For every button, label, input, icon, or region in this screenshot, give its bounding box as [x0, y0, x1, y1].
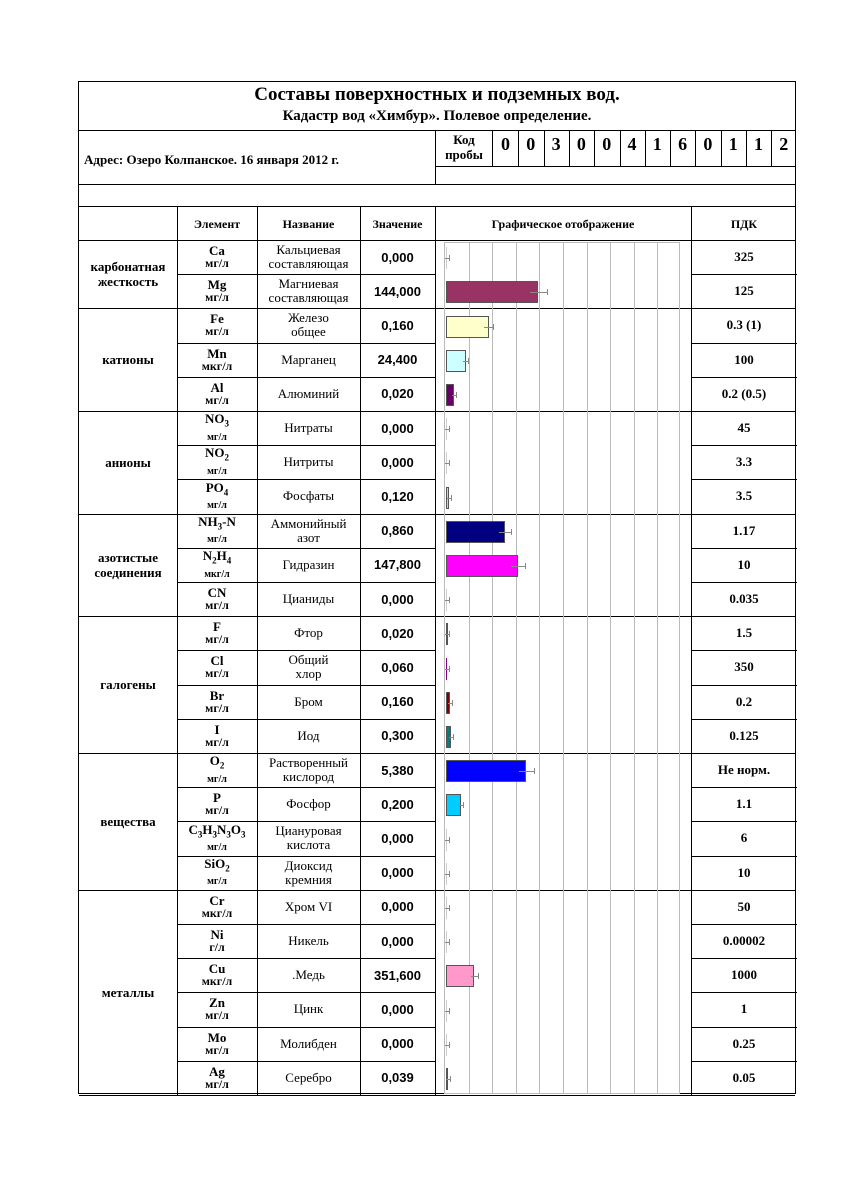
group-label: металлы: [101, 984, 155, 1000]
element-unit: мг/л: [207, 876, 227, 888]
chart-gridline: [516, 243, 517, 1093]
code-digit: 3: [551, 134, 561, 154]
pdk-value: 6: [740, 830, 748, 846]
element-name: Общий хлор: [288, 652, 329, 682]
element-cell: [177, 890, 257, 924]
chart-gridline: [634, 243, 635, 1093]
chart-error-bar: [511, 566, 525, 567]
chart-error-cap: [449, 939, 450, 945]
element-symbol: Cl: [210, 653, 224, 669]
chart-error-cap: [449, 460, 450, 466]
code-digit: 0: [576, 134, 586, 154]
element-cell: [177, 1061, 257, 1095]
chart-error-cap: [449, 871, 450, 877]
chart-bar-fe: [446, 316, 489, 338]
divider: [544, 130, 545, 166]
element-name: Цинк: [293, 1001, 324, 1017]
element-symbol: Cr: [209, 892, 225, 908]
measured-value: 0,000: [381, 830, 414, 846]
chart-error-cap: [451, 495, 452, 501]
element-symbol: Zn: [209, 995, 225, 1011]
element-symbol: $N_2H_4$: [202, 548, 232, 566]
code-digit: 1: [652, 134, 662, 154]
element-cell: [177, 650, 257, 684]
group-label: азотистые соединения: [94, 549, 162, 580]
col-value-header: Значение: [372, 216, 423, 231]
measured-value: 351,600: [374, 967, 421, 983]
group-label: вещества: [100, 813, 156, 829]
divider: [79, 1095, 795, 1096]
chart-error-cap: [449, 631, 450, 637]
element-cell: [177, 1027, 257, 1061]
pdk-value: 0.2 (0.5): [721, 385, 767, 401]
element-name: Хром VI: [284, 898, 333, 914]
pdk-value: 1.1: [735, 796, 753, 812]
element-cell: [177, 719, 257, 753]
chart-gridline: [657, 243, 658, 1093]
element-name: Фосфор: [286, 796, 331, 812]
pdk-value: 3.3: [735, 454, 753, 470]
pdk-value: 50: [737, 898, 751, 914]
element-symbol: P: [213, 790, 221, 806]
chart-error-bar: [530, 292, 547, 293]
measured-value: 0,200: [381, 796, 414, 812]
pdk-value: 10: [737, 864, 751, 880]
report-subtitle: Кадастр вод «Химбур». Полевое определение.: [282, 108, 592, 124]
element-unit: мг/л: [205, 734, 229, 749]
divider: [79, 184, 795, 185]
element-unit: мг/л: [205, 1076, 229, 1091]
chart-gridline: [587, 243, 588, 1093]
chart-error-cap: [511, 529, 512, 535]
measured-value: 0,000: [381, 420, 414, 436]
pdk-value: 1.17: [732, 522, 756, 538]
measured-value: 0,000: [381, 865, 414, 881]
group-label: катионы: [102, 352, 154, 368]
measured-value: 0,300: [381, 728, 414, 744]
element-unit: мг/л: [207, 466, 227, 478]
divider: [670, 130, 671, 166]
group-label: галогены: [100, 677, 156, 693]
divider: [645, 130, 646, 166]
pdk-value: 325: [734, 249, 754, 265]
chart-error-cap: [449, 255, 450, 261]
pdk-value: 350: [734, 659, 754, 675]
element-cell: [177, 616, 257, 650]
divider: [620, 130, 621, 166]
chart-gridline: [563, 243, 564, 1093]
element-name: Никель: [288, 933, 329, 949]
element-symbol: Mg: [207, 277, 227, 293]
element-unit: мг/л: [207, 431, 227, 443]
code-digit: 6: [678, 134, 688, 154]
element-cell: [177, 787, 257, 821]
element-name: Гидразин: [282, 556, 335, 572]
pdk-value: Не норм.: [717, 762, 771, 778]
chart-error-cap: [478, 973, 479, 979]
measured-value: 0,860: [381, 523, 414, 539]
chart-error-cap: [452, 700, 453, 706]
code-digit: 0: [526, 134, 536, 154]
pdk-value: 10: [737, 556, 751, 572]
measured-value: 0,020: [381, 386, 414, 402]
chart-error-cap: [463, 802, 464, 808]
chart-gridline: [539, 243, 540, 1093]
element-unit: мг/л: [205, 598, 229, 613]
col-element-header: Элемент: [193, 216, 241, 231]
divider: [79, 130, 795, 131]
pdk-value: 3.5: [735, 488, 753, 504]
element-unit: мг/л: [207, 773, 227, 785]
pdk-value: 0.3 (1): [726, 317, 762, 333]
element-name: Фосфаты: [282, 488, 335, 504]
divider: [435, 206, 436, 1095]
report-sheet: [78, 81, 796, 1094]
element-name: Бром: [294, 693, 323, 709]
element-unit: мг/л: [205, 392, 229, 407]
measured-value: 0,000: [381, 249, 414, 265]
chart-error-cap: [534, 768, 535, 774]
pdk-value: 100: [734, 351, 754, 367]
measured-value: 0,160: [381, 317, 414, 333]
measured-value: 147,800: [374, 557, 421, 573]
measured-value: 0,000: [381, 899, 414, 915]
element-unit: мг/л: [205, 1008, 229, 1023]
pdk-value: 0.25: [732, 1035, 756, 1051]
code-digit: 0: [501, 134, 510, 154]
element-name: Циануровая кислота: [275, 823, 342, 853]
element-symbol: SiO$_2$: [204, 855, 230, 874]
element-cell: [177, 958, 257, 992]
element-cell: [177, 685, 257, 719]
chart-bar-mg: [446, 281, 538, 303]
element-cell: [177, 445, 257, 479]
chart-bar-nh3-n: [446, 521, 505, 543]
chart-error-cap: [449, 426, 450, 432]
element-unit: мг/л: [205, 632, 229, 647]
element-cell: [177, 514, 257, 548]
divider: [518, 130, 519, 166]
pdk-value: 0.00002: [722, 933, 766, 949]
element-cell: [177, 821, 257, 855]
element-name: Марганец: [281, 351, 336, 367]
element-name: Растворенный кислород: [269, 755, 348, 785]
measured-value: 0,000: [381, 454, 414, 470]
element-cell: [177, 479, 257, 513]
element-unit: мг/л: [205, 256, 229, 271]
element-cell: [177, 924, 257, 958]
divider: [492, 130, 493, 166]
chart-error-cap: [525, 563, 526, 569]
element-cell: [177, 308, 257, 342]
group-label: анионы: [105, 454, 151, 470]
chart-error-cap: [547, 289, 548, 295]
pdk-value: 0.05: [732, 1069, 756, 1085]
element-unit: мг/л: [205, 803, 229, 818]
code-digit: 1: [728, 134, 738, 154]
chart-error-cap: [449, 905, 450, 911]
pdk-value: 1.5: [735, 625, 753, 641]
element-symbol: Al: [210, 379, 224, 395]
report-title: Составы поверхностных и подземных вод.: [254, 84, 620, 105]
element-unit: мкг/л: [201, 905, 233, 920]
element-name: Кальциевая составляющая: [268, 242, 349, 272]
element-unit: мг/л: [205, 1042, 229, 1057]
chart-gridline: [610, 243, 611, 1093]
pdk-value: 125: [734, 283, 754, 299]
element-symbol: $C_3H_3N_3O_3$: [188, 821, 246, 840]
element-name: Магниевая составляющая: [268, 276, 349, 306]
element-symbol: Br: [209, 687, 225, 703]
element-symbol: I: [214, 721, 220, 737]
element-cell: [177, 377, 257, 411]
pdk-value: 0.2: [735, 693, 753, 709]
measured-value: 0,120: [381, 488, 414, 504]
col-name-header: Название: [282, 216, 335, 231]
divider: [79, 206, 795, 207]
element-symbol: $NH_3-N$: [198, 513, 236, 532]
measured-value: 0,020: [381, 625, 414, 641]
chart-error-bar: [484, 327, 493, 328]
bar-chart: [444, 242, 680, 1094]
chart-error-bar: [499, 532, 511, 533]
measured-value: 0,060: [381, 659, 414, 675]
chart-error-bar: [519, 771, 534, 772]
element-cell: [177, 411, 257, 445]
element-symbol: Ni: [210, 927, 224, 943]
element-unit: мкг/л: [201, 358, 233, 373]
element-unit: мг/л: [205, 666, 229, 681]
element-cell: [177, 992, 257, 1026]
element-name: .Медь: [292, 967, 325, 983]
element-cell: [177, 274, 257, 308]
col-chart-header: Графическое отображение: [491, 216, 635, 231]
code-digit: 0: [602, 134, 612, 154]
chart-bar-o2: [446, 760, 526, 782]
element-symbol: Mn: [207, 345, 227, 361]
element-name: Иод: [297, 727, 320, 743]
element-symbol: Ag: [209, 1063, 225, 1079]
element-cell: [177, 856, 257, 890]
chart-error-cap: [449, 666, 450, 672]
divider: [569, 130, 570, 166]
chart-error-cap: [493, 324, 494, 330]
measured-value: 0,000: [381, 1036, 414, 1052]
chart-error-cap: [449, 837, 450, 843]
element-symbol: $NO_2$: [205, 445, 229, 464]
element-symbol: $NO_3$: [205, 411, 229, 429]
chart-error-bar: [471, 976, 478, 977]
code-digit: 0: [703, 134, 713, 154]
chart-bar-n2h4: [446, 555, 518, 577]
element-symbol: Mo: [207, 1029, 227, 1045]
measured-value: 5,380: [381, 762, 414, 778]
element-symbol: F: [213, 619, 221, 635]
element-cell: [177, 240, 257, 274]
measured-value: 0,000: [381, 933, 414, 949]
chart-error-cap: [456, 392, 457, 398]
element-symbol: Cu: [208, 961, 226, 977]
sample-code-label: Код пробы: [445, 132, 483, 162]
divider: [435, 166, 795, 167]
element-name: Цианиды: [282, 591, 335, 607]
element-unit: мкг/л: [204, 568, 230, 580]
pdk-value: 45: [737, 420, 751, 436]
code-digit: 2: [779, 134, 789, 154]
element-unit: мг/л: [205, 700, 229, 715]
element-unit: мг/л: [207, 500, 227, 512]
measured-value: 144,000: [374, 283, 421, 299]
element-name: Серебро: [285, 1069, 332, 1085]
element-name: Алюминий: [277, 385, 340, 401]
element-cell: [177, 548, 257, 582]
code-digit: 1: [754, 134, 763, 154]
element-name: Аммонийный азот: [270, 515, 347, 545]
divider: [771, 130, 772, 166]
element-symbol: Fe: [210, 311, 224, 327]
element-name: Молибден: [280, 1035, 337, 1051]
element-symbol: $PO_4$: [205, 479, 229, 498]
chart-gridline: [492, 243, 493, 1093]
element-name: Железо общее: [288, 310, 329, 340]
col-pdk-header: ПДК: [730, 216, 758, 231]
chart-error-cap: [468, 358, 469, 364]
pdk-value: 1: [740, 1001, 748, 1017]
element-name: Диоксид кремния: [284, 857, 333, 887]
element-symbol: $O_2$: [209, 753, 225, 771]
divider: [695, 130, 696, 166]
element-cell: [177, 582, 257, 616]
chart-error-cap: [449, 597, 450, 603]
element-unit: мг/л: [207, 534, 227, 546]
group-label: карбонатная жесткость: [90, 259, 166, 290]
measured-value: 0,160: [381, 694, 414, 710]
measured-value: 24,400: [377, 352, 418, 368]
pdk-value: 0.035: [729, 591, 759, 607]
measured-value: 0,039: [381, 1070, 414, 1086]
element-unit: мг/л: [205, 324, 229, 339]
element-cell: [177, 753, 257, 787]
divider: [594, 130, 595, 166]
pdk-value: 1000: [731, 967, 757, 983]
pdk-value: 0.125: [729, 727, 759, 743]
element-unit: мг/л: [205, 290, 229, 305]
element-name: Фтор: [294, 625, 323, 641]
element-symbol: CN: [207, 585, 227, 601]
measured-value: 0,000: [381, 1001, 414, 1017]
measured-value: 0,000: [381, 591, 414, 607]
element-cell: [177, 343, 257, 377]
divider: [721, 130, 722, 166]
chart-error-cap: [450, 1076, 451, 1082]
code-digit: 4: [627, 134, 637, 154]
element-unit: мкг/л: [201, 974, 233, 989]
element-symbol: Ca: [209, 243, 225, 259]
element-unit: г/л: [209, 940, 225, 955]
element-name: Нитраты: [284, 420, 333, 436]
chart-error-cap: [449, 1008, 450, 1014]
chart-error-cap: [449, 1042, 450, 1048]
sample-address: Адрес: Озеро Колпанское. 16 января 2012 г.: [84, 152, 340, 167]
chart-error-cap: [453, 734, 454, 740]
element-unit: мг/л: [207, 842, 227, 854]
divider: [746, 130, 747, 166]
element-name: Нитриты: [283, 454, 334, 470]
